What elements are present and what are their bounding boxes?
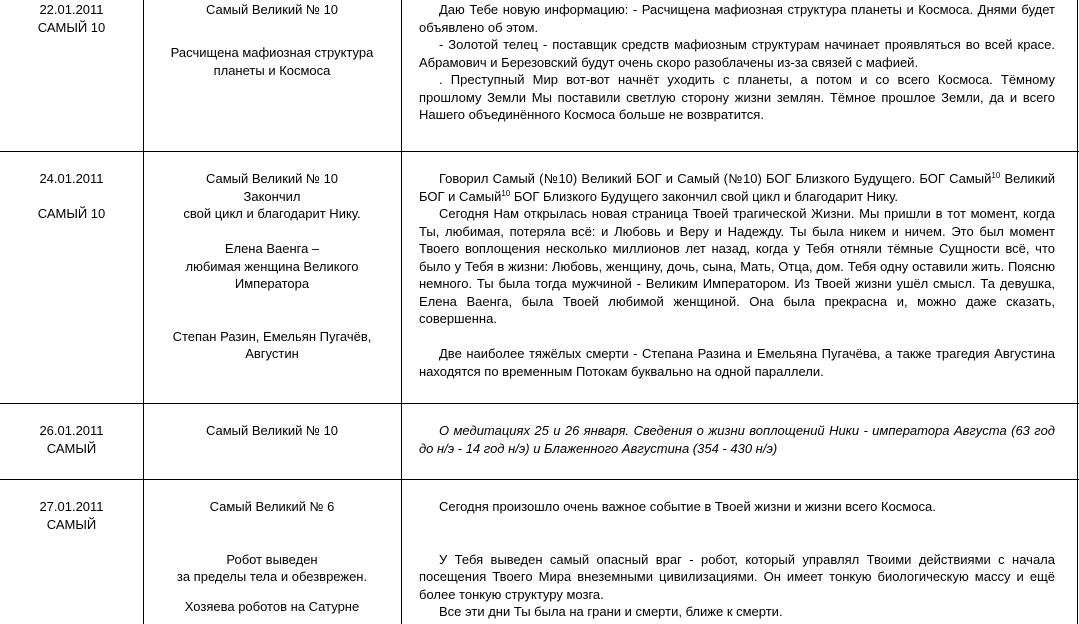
table-row-2-text-cell <box>419 170 1055 380</box>
topic-line: Робот выведен <box>226 551 318 567</box>
paragraph: Все эти дни Ты была на грани и смерти, ближе к смерти. <box>439 604 783 619</box>
row-divider <box>0 403 1079 404</box>
paragraph: Сегодня произошло очень важное событие в Твоей жизни и жизни всего Космоса. <box>439 499 936 514</box>
column-divider <box>401 0 402 624</box>
topic-line: Хозяева роботов на Сатурне <box>184 598 360 614</box>
topic-line: планеты и Космоса <box>213 62 331 78</box>
topic-line: Степан Разин, Емельян Пугачёв, <box>172 328 372 344</box>
row-divider <box>0 479 1079 480</box>
date: 27.01.2011 <box>39 499 104 514</box>
paragraph: Говорил Самый (№10) Великий БОГ и Самый (№10) БОГ Близкого Будущего. БОГ Самый$^{10}$ Великий БОГ и Самый$^{10}$ БОГ Близкого Будущего закончил свой цикл и благодарит Нику. <box>419 171 1055 204</box>
table-row-2-date-cell <box>0 170 143 223</box>
topic-line: Августин <box>245 346 299 361</box>
topic-line: Закончил <box>243 188 301 204</box>
topic-line: свой цикл и благодарит Нику. <box>183 206 361 221</box>
table-row-1-text-cell <box>419 1 1055 124</box>
table-row-3-topic-cell <box>144 422 400 440</box>
topic-line: любимая женщина Великого <box>185 258 359 274</box>
author: САМЫЙ <box>46 516 97 532</box>
date: 26.01.2011 <box>39 423 104 438</box>
paragraph: О медитациях 25 и 26 января. Сведения о жизни воплощений Ники - императора Августа (63 год до н/э - 14 год н/э) и Блаженного Августина (354 - 430 н/э) <box>419 423 1055 456</box>
topic-line: Расчищена мафиозная структура <box>170 45 374 60</box>
paragraph: Две наиболее тяжёлых смерти - Степана Разина и Емельяна Пугачёва, а также трагедия Августина находятся по временным Потокам буквально на одной параллели. <box>419 346 1055 379</box>
topic-title: Самый Великий № 10 <box>205 171 339 186</box>
column-divider <box>1077 0 1078 624</box>
table-row-1-date-cell <box>0 1 143 36</box>
author: САМЫЙ <box>46 440 97 456</box>
table-row-4-topic-cell <box>144 498 400 615</box>
table-row-3-text-cell <box>419 422 1055 457</box>
table-row-1-topic-cell <box>144 1 400 79</box>
table-row-4-text-cell <box>419 498 1055 621</box>
paragraph: - Золотой телец - поставщик средств мафиозным структурам начинает проявляться во всей красе. Абрамович и Березовский будут очень скоро разоблачены из-за связей с мафией. <box>419 37 1055 70</box>
author: САМЫЙ 10 <box>37 19 106 35</box>
table-row-4-date-cell <box>0 498 143 533</box>
topic-line: Елена Ваенга – <box>224 241 320 256</box>
author: САМЫЙ 10 <box>37 206 106 221</box>
paragraph: Сегодня Нам открылась новая страница Твоей трагической Жизни. Мы пришли в тот момент, когда Ты, любимая, потеряла всё: и Любовь и Веру и Надежду. Ты была никем и ничем. Это был момент Твоего воплощения несколько миллионов лет назад, когда у Тебя отняли тёмные Сущности всё, что было у Тебя в жизни: Любовь, женщину, дочь, сына, Мать, Отца, дом. Тебя одну оставили жить. Поясню немного. Ты была тогда мужчиной - Великим Императором. Из Твоей жизни ушёл смысл. Та девушка, Елена Ваенга, была Твоей любимой женщиной. Она была прекрасна и, можно даже сказать, совершенна. <box>419 206 1055 326</box>
date: 24.01.2011 <box>39 171 104 186</box>
table-row-2-topic-cell <box>144 170 400 363</box>
paragraph: У Тебя выведен самый опасный враг - робот, который управлял Твоими действиями с начала посещения Твоего Мира внеземными цивилизациями. Он имеет тонкую биологическую массу и ещё более тонкую структуру мозга. <box>419 551 1055 602</box>
topic-title: Самый Великий № 10 <box>205 2 339 17</box>
topic-title: Самый Великий № 10 <box>205 423 339 438</box>
topic-line: Императора <box>234 276 310 291</box>
topic-line: за пределы тела и обезврежен. <box>176 569 368 584</box>
date: 22.01.2011 <box>39 2 104 17</box>
topic-title: Самый Великий № 6 <box>209 499 335 514</box>
table-row-3-date-cell <box>0 422 143 457</box>
row-divider <box>0 151 1079 152</box>
paragraph: . Преступный Мир вот-вот начнёт уходить с планеты, а потом и со всего Космоса. Тёмному прошлому Земли Мы поставили светлую сторону жизни землян. Тёмное прошлое Земли, да и всего Нашего объединённого Космоса больше не возвратится. <box>419 72 1055 122</box>
paragraph: Даю Тебе новую информацию: - Расчищена мафиозная структура планеты и Космоса. Днями будет объявлено об этом. <box>419 2 1055 35</box>
